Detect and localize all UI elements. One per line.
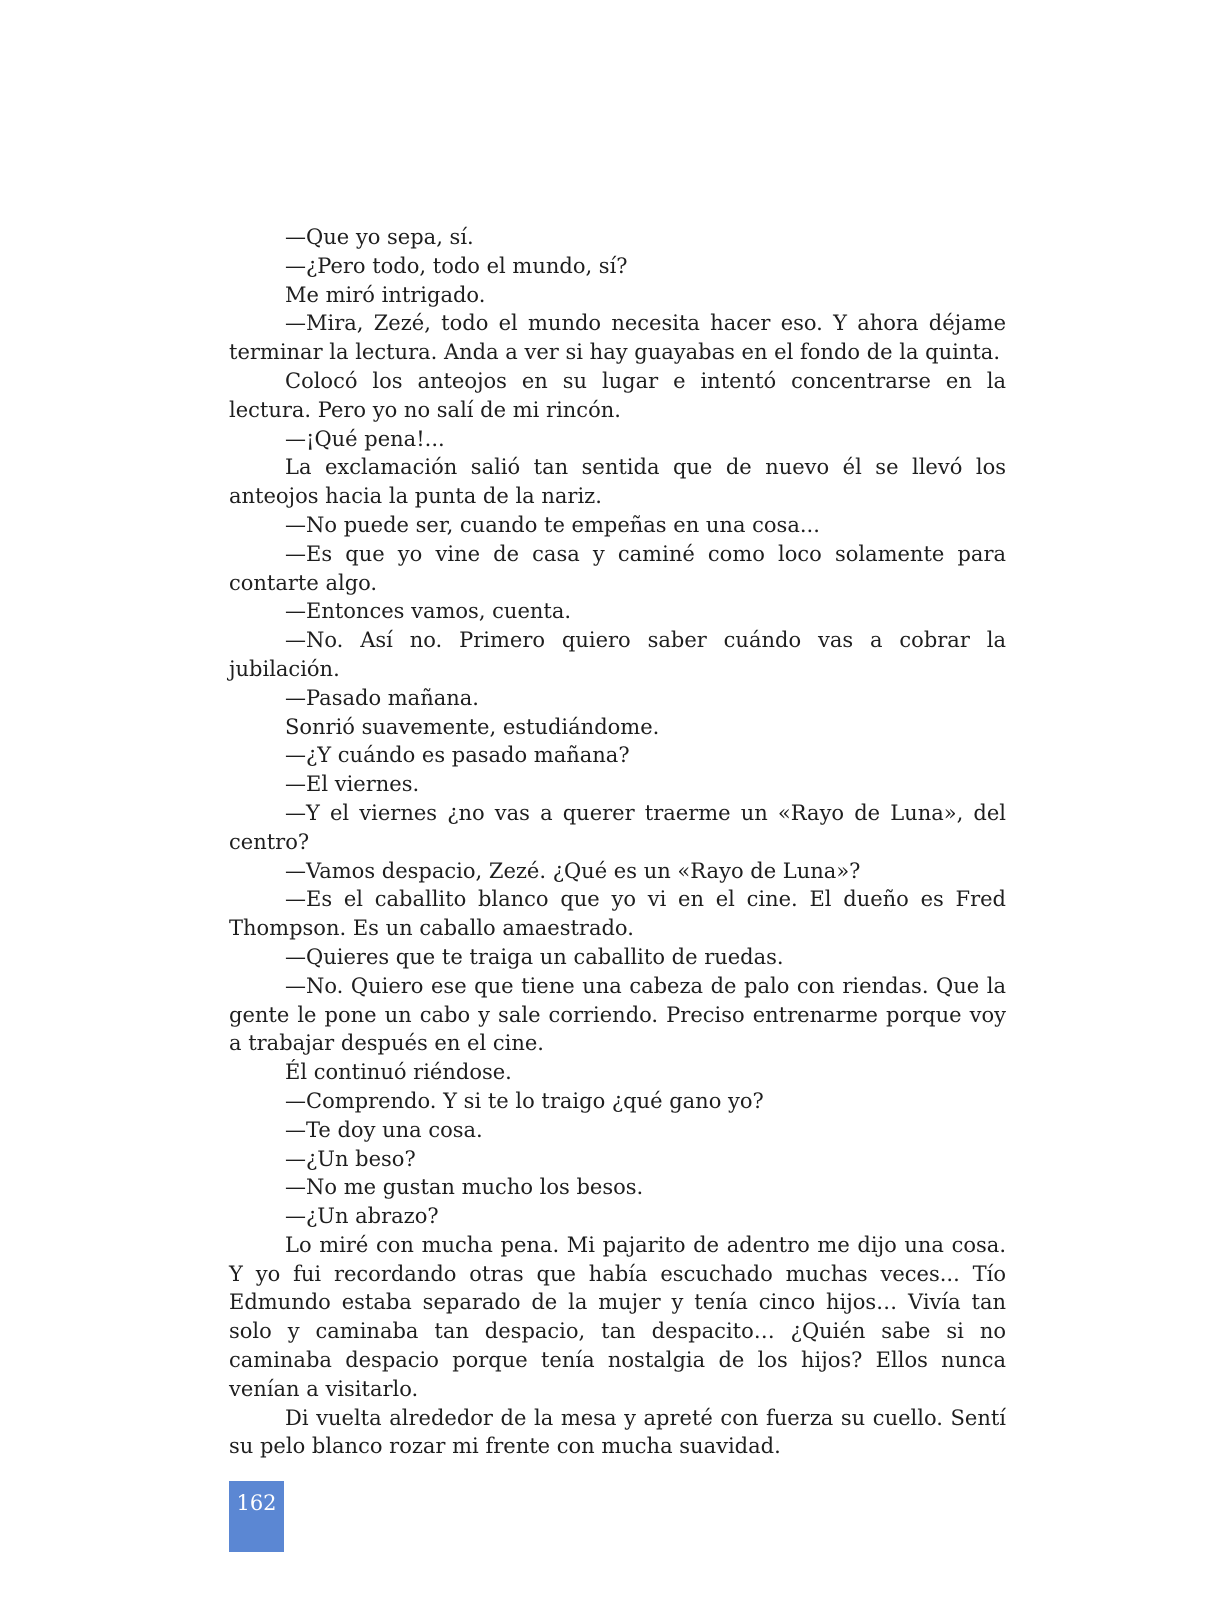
paragraph: Lo miré con mucha pena. Mi pajarito de adentro me dijo una cosa. Y yo fui recordando otras que había escuchado muchas veces... Tío Edmundo estaba separado de la mujer y tenía cinco hijos… Vivía tan solo y caminaba tan despacio, tan despacito… ¿Quién sabe si no caminaba despacio porque tenía nostalgia de los hijos? Ellos nunca venían a visitarlo. — [229, 1232, 1006, 1401]
paragraph: —No me gustan mucho los besos. — [285, 1175, 644, 1200]
paragraph: Di vuelta alrededor de la mesa y apreté con fuerza su cuello. Sentí su pelo blanco rozar mi frente con mucha suavidad. — [229, 1405, 1006, 1459]
paragraph: Sonrió suavemente, estudiándome. — [285, 714, 660, 739]
paragraph: —No. Así no. Primero quiero saber cuándo vas a cobrar la jubilación. — [229, 628, 1006, 681]
paragraph: —¡Qué pena!... — [285, 426, 445, 451]
paragraph: —Y el viernes ¿no vas a querer traerme un «Rayo de Luna», del centro? — [229, 800, 1006, 854]
paragraph: —¿Pero todo, todo el mundo, sí? — [285, 253, 628, 278]
paragraph: —Que yo sepa, sí. — [285, 225, 474, 249]
paragraph: —¿Y cuándo es pasado mañana? — [285, 743, 630, 768]
paragraph: —Es el caballito blanco que yo vi en el cine. El dueño es Fred Thompson. Es un caballo amaestrado. — [229, 887, 1006, 941]
paragraph: —No puede ser, cuando te empeñas en una cosa... — [285, 512, 820, 537]
paragraph: —Es que yo vine de casa y caminé como loco solamente para contarte algo. — [229, 541, 1006, 595]
body-text — [229, 223, 1006, 1461]
paragraph: —Entonces vamos, cuenta. — [285, 599, 572, 624]
paragraph: Me miró intrigado. — [285, 282, 486, 307]
page-number: 162 — [236, 1491, 277, 1515]
paragraph: —Quieres que te traiga un caballito de ruedas. — [285, 944, 784, 969]
paragraph: Colocó los anteojos en su lugar e intentó concentrarse en la lectura. Pero yo no salí de mi rincón. — [229, 368, 1006, 422]
paragraph: —Mira, Zezé, todo el mundo necesita hacer eso. Y ahora déjame terminar la lectura. Anda a ver si hay guayabas en el fondo de la quinta. — [229, 311, 1006, 365]
paragraph: —Te doy una cosa. — [285, 1117, 483, 1142]
paragraph: —El viernes. — [285, 772, 420, 797]
paragraph: —Comprendo. Y si te lo traigo ¿qué gano yo? — [285, 1088, 764, 1113]
paragraph: —Pasado mañana. — [285, 685, 479, 710]
paragraph: —No. Quiero ese que tiene una cabeza de palo con riendas. Que la gente le pone un cabo y sale corriendo. Preciso entrenarme porque voy a trabajar después en el cine. — [229, 973, 1006, 1056]
paragraph: —¿Un beso? — [285, 1146, 416, 1171]
paragraph: —Vamos despacio, Zezé. ¿Qué es un «Rayo de Luna»? — [285, 858, 861, 883]
page-number-tab — [229, 1481, 284, 1552]
paragraph: Él continuó riéndose. — [285, 1060, 512, 1085]
paragraph: —¿Un abrazo? — [285, 1204, 439, 1229]
paragraph: La exclamación salió tan sentida que de nuevo él se llevó los anteojos hacia la punta de la nariz. — [229, 455, 1006, 509]
